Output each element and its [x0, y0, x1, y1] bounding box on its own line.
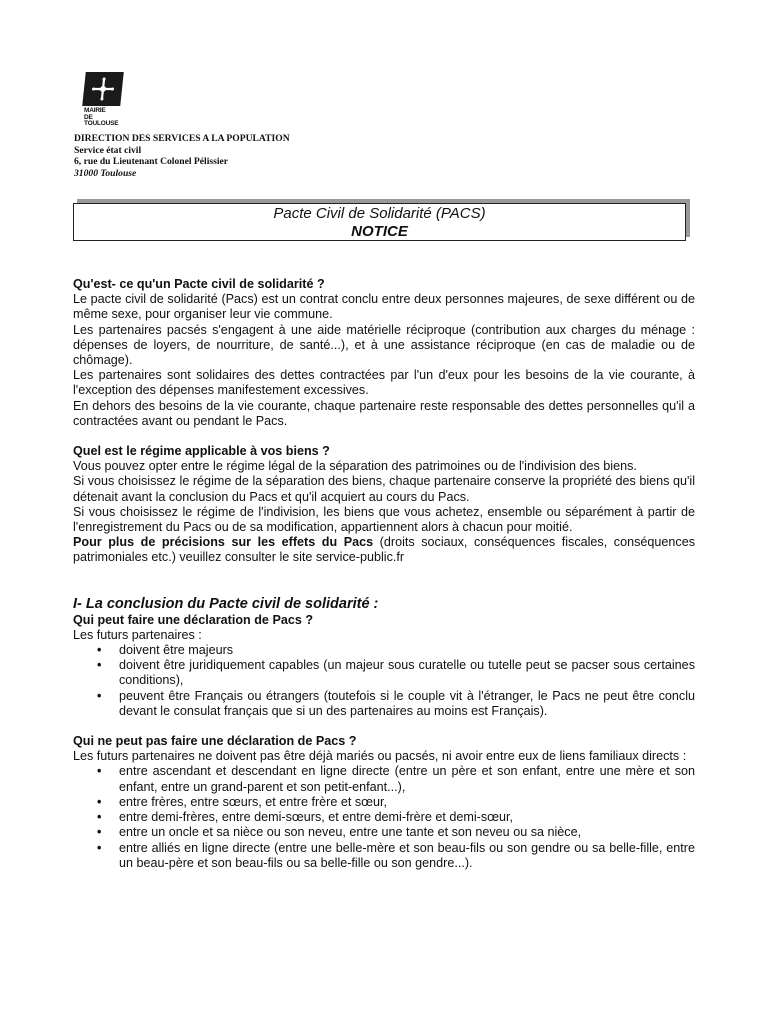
document-title-box — [73, 203, 686, 241]
list-item-text: doivent être juridiquement capables (un majeur sous curatelle ou tutelle peut se pacser sous certaines conditions), — [119, 658, 695, 688]
more-info-text: (droits sociaux, conséquences fiscales, conséquences patrimoniales etc.) veuillez consulter le site service-public.fr — [73, 535, 695, 565]
street-address: 6, rue du Lieutenant Colonel Pélissier — [74, 156, 229, 167]
eligibility-list — [73, 643, 695, 719]
paragraph-more-info — [73, 535, 695, 565]
bullet-icon: • — [97, 643, 102, 658]
list-item-text: peuvent être Français ou étrangers (toutefois si le couple vit à l'étranger, le Pacs ne peut être conclu devant le consulat français que si un des partenaires au moins est Français). — [119, 688, 695, 718]
bullet-icon: • — [97, 794, 102, 809]
list-item-text: entre ascendant et descendant en ligne directe (entre un père et son enfant, entre une mère et son enfant, entre un grand-parent et son petit-enfant...), — [119, 764, 695, 794]
list-item-text: doivent être majeurs — [119, 643, 234, 658]
paragraph: Les futurs partenaires : — [73, 627, 202, 642]
logo-emblem — [82, 72, 124, 106]
paragraph: Le pacte civil de solidarité (Pacs) est un contrat conclu entre deux personnes majeures, de sexe différent ou de même sexe, pour organiser leur vie commune. — [73, 292, 695, 322]
restrictions-list — [73, 764, 695, 870]
question-who-can: Qui peut faire une déclaration de Pacs ? — [73, 612, 314, 627]
paragraph: Les partenaires sont solidaires des dettes contractées par l'un d'eux pour les besoins de la vie courante, à l'exception des dépenses manifestement excessives. — [73, 368, 695, 398]
question-what-is-pacs: Qu'est- ce qu'un Pacte civil de solidarité ? — [73, 277, 325, 291]
occitan-cross-icon — [91, 77, 116, 101]
logo-line-1: MAIRIE — [84, 107, 106, 114]
question-who-cannot: Qui ne peut pas faire une déclaration de Pacs ? — [73, 734, 357, 749]
bullet-icon: • — [97, 658, 102, 673]
service-name: Service état civil — [74, 144, 142, 156]
list-item — [73, 764, 695, 794]
section-title: I- La conclusion du Pacte civil de solidarité : — [73, 595, 379, 612]
document-title: Pacte Civil de Solidarité (PACS) — [273, 205, 486, 222]
paragraph: En dehors des besoins de la vie courante, chaque partenaire reste responsable des dettes personnelles qu'il a contractées avant ou pendant le Pacs. — [73, 398, 695, 428]
bullet-icon: • — [97, 840, 102, 855]
bullet-icon: • — [97, 764, 102, 779]
paragraph: Vous pouvez opter entre le régime légal de la séparation des patrimoines ou de l'indivision des biens. — [73, 459, 637, 474]
bullet-icon: • — [97, 825, 102, 840]
paragraph: Si vous choisissez le régime de la séparation des biens, chaque partenaire conserve la propriété des biens qu'il détenait avant la conclusion du Pacs et qu'il acquiert au cours du Pacs. — [73, 474, 695, 504]
question-property-regime: Quel est le régime applicable à vos biens ? — [73, 444, 330, 459]
department-name: DIRECTION DES SERVICES A LA POPULATION — [74, 133, 290, 144]
document-subtitle: NOTICE — [351, 223, 408, 240]
list-item — [73, 643, 695, 658]
paragraph: Si vous choisissez le régime de l'indivision, les biens que vous achetez, ensemble ou séparément à partir de l'enregistrement du Pacs ou de sa modification, appartiennent alors à chacun pour moitié. — [73, 504, 695, 535]
paragraph: Les partenaires pacsés s'engagent à une aide matérielle réciproque (contribution aux charges du ménage : dépenses de loyers, de nourriture, de santé...), et à une assistance réciproque (en cas de maladie ou de chômage). — [73, 322, 695, 368]
list-item — [73, 658, 695, 688]
city-logo — [80, 72, 128, 128]
bullet-icon: • — [97, 810, 102, 825]
list-item-text: entre demi-frères, entre demi-sœurs, et entre demi-frère et demi-sœur, — [119, 810, 514, 825]
sender-address — [74, 133, 290, 179]
list-item-text: entre alliés en ligne directe (entre une belle-mère et son beau-fils ou son gendre ou sa belle-fille, entre un beau-père et son beau-fils ou sa belle-fille ou son gendre...). — [119, 840, 695, 870]
logo-text — [84, 108, 128, 128]
bullet-icon: • — [97, 688, 102, 703]
document-body — [73, 277, 695, 871]
list-item — [73, 825, 695, 840]
list-item — [73, 689, 695, 719]
list-item — [73, 795, 695, 810]
list-item-text: entre frères, entre sœurs, et entre frère et sœur, — [119, 794, 388, 809]
paragraph: Les futurs partenaires ne doivent pas être déjà mariés ou pacsés, ni avoir entre eux de liens familiaux directs : — [73, 749, 687, 764]
list-item — [73, 810, 695, 825]
list-item — [73, 841, 695, 871]
city-line: 31000 Toulouse — [74, 167, 137, 179]
more-info-lead: Pour plus de précisions sur les effets du Pacs — [73, 535, 374, 550]
logo-line-2: DE — [84, 113, 93, 121]
logo-line-3: TOULOUSE — [84, 120, 119, 127]
list-item-text: entre un oncle et sa nièce ou son neveu, entre une tante et son neveu ou sa nièce, — [119, 825, 582, 840]
